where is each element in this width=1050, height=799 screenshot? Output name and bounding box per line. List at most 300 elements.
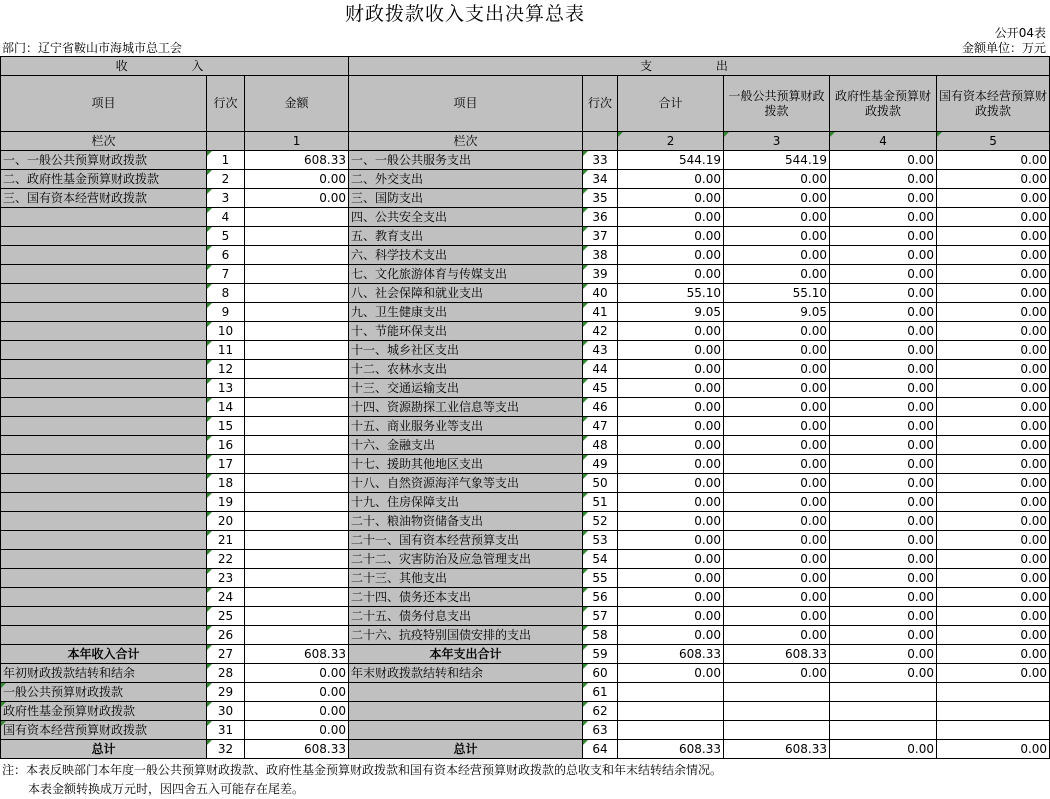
expense-fund: 0.00	[830, 550, 937, 569]
expense-fund: 0.00	[830, 360, 937, 379]
income-amount	[245, 303, 349, 322]
col-header-general-budget: 一般公共预算财政拨款	[724, 76, 830, 132]
expense-total: 0.00	[618, 531, 724, 550]
income-row-no: 12	[207, 360, 245, 379]
carryover-sub-row	[1, 702, 1050, 721]
col-header-expense-item: 项目	[349, 76, 583, 132]
expense-fund: 0.00	[830, 246, 937, 265]
expense-state: 0.00	[937, 189, 1050, 208]
income-row-no: 7	[207, 265, 245, 284]
expense-fund: 0.00	[830, 398, 937, 417]
expense-blank-row-no: 63	[583, 721, 618, 740]
expense-state: 0.00	[937, 436, 1050, 455]
expense-state: 0.00	[937, 341, 1050, 360]
blank-cell	[830, 683, 937, 702]
expense-total: 0.00	[618, 398, 724, 417]
expense-row-no: 52	[583, 512, 618, 531]
grand-total-label: 总计	[1, 740, 207, 759]
expense-fund: 0.00	[830, 493, 937, 512]
expense-fund: 0.00	[830, 208, 937, 227]
lanci-4: 4	[830, 132, 937, 151]
income-row-no: 1	[207, 151, 245, 170]
expense-row-no: 55	[583, 569, 618, 588]
income-amount	[245, 436, 349, 455]
expense-blank-item	[349, 702, 583, 721]
col-header-state-capital-budget: 国有资本经营预算财政拨款	[937, 76, 1050, 132]
expense-general: 0.00	[724, 569, 830, 588]
expense-general: 0.00	[724, 550, 830, 569]
income-total-row-no: 27	[207, 645, 245, 664]
blank-cell	[724, 683, 830, 702]
lanci-label-expense: 栏次	[349, 132, 583, 151]
income-section-header: 收 入	[1, 57, 349, 76]
expense-fund: 0.00	[830, 417, 937, 436]
expense-item: 十九、住房保障支出	[349, 493, 583, 512]
grand-total-amount: 608.33	[245, 740, 349, 759]
end-carryover-general: 0.00	[724, 664, 830, 683]
expense-item: 二十一、国有资本经营预算支出	[349, 531, 583, 550]
income-amount	[245, 246, 349, 265]
table-row	[1, 531, 1050, 550]
expense-fund: 0.00	[830, 151, 937, 170]
income-row-no: 16	[207, 436, 245, 455]
table-row	[1, 512, 1050, 531]
lanci-1: 1	[245, 132, 349, 151]
income-item	[1, 455, 207, 474]
expense-fund: 0.00	[830, 189, 937, 208]
expense-state: 0.00	[937, 512, 1050, 531]
expense-row-no: 53	[583, 531, 618, 550]
expense-grand-total-row-no: 64	[583, 740, 618, 759]
expense-item: 十六、金融支出	[349, 436, 583, 455]
expense-state: 0.00	[937, 588, 1050, 607]
carryover-sub-amount: 0.00	[245, 702, 349, 721]
income-item: 一、一般公共预算财政拨款	[1, 151, 207, 170]
expense-general: 9.05	[724, 303, 830, 322]
expense-state: 0.00	[937, 417, 1050, 436]
income-amount	[245, 512, 349, 531]
expense-general: 0.00	[724, 322, 830, 341]
income-row-no: 11	[207, 341, 245, 360]
expense-total: 0.00	[618, 436, 724, 455]
expense-total: 0.00	[618, 569, 724, 588]
expense-total: 0.00	[618, 588, 724, 607]
expense-general: 0.00	[724, 607, 830, 626]
expense-fund: 0.00	[830, 436, 937, 455]
income-item	[1, 379, 207, 398]
expense-item: 十五、商业服务业等支出	[349, 417, 583, 436]
income-row-no: 8	[207, 284, 245, 303]
income-amount	[245, 265, 349, 284]
expense-total: 0.00	[618, 550, 724, 569]
income-amount	[245, 588, 349, 607]
expense-total: 0.00	[618, 227, 724, 246]
carryover-sub-row-no: 29	[207, 683, 245, 702]
end-carryover-state: 0.00	[937, 664, 1050, 683]
expense-state: 0.00	[937, 227, 1050, 246]
expense-item: 十八、自然资源海洋气象等支出	[349, 474, 583, 493]
expense-state: 0.00	[937, 360, 1050, 379]
expense-blank-item	[349, 721, 583, 740]
lanci-5: 5	[937, 132, 1050, 151]
carryover-sub-amount: 0.00	[245, 721, 349, 740]
expense-fund: 0.00	[830, 588, 937, 607]
income-row-no: 21	[207, 531, 245, 550]
expense-grand-total-sum: 608.33	[618, 740, 724, 759]
table-row	[1, 455, 1050, 474]
expense-row-no: 33	[583, 151, 618, 170]
expense-row-no: 46	[583, 398, 618, 417]
income-row-no: 3	[207, 189, 245, 208]
income-item	[1, 284, 207, 303]
expense-item: 八、社会保障和就业支出	[349, 284, 583, 303]
expense-item: 四、公共安全支出	[349, 208, 583, 227]
begin-carryover-label: 年初财政拨款结转和结余	[1, 664, 207, 683]
income-amount	[245, 455, 349, 474]
expense-row-no: 42	[583, 322, 618, 341]
expense-state: 0.00	[937, 379, 1050, 398]
table-row	[1, 417, 1050, 436]
table-row	[1, 322, 1050, 341]
expense-row-no: 58	[583, 626, 618, 645]
table-row	[1, 246, 1050, 265]
expense-total: 0.00	[618, 189, 724, 208]
expense-general: 0.00	[724, 170, 830, 189]
expense-fund: 0.00	[830, 322, 937, 341]
carryover-sub-row-no: 30	[207, 702, 245, 721]
expense-general: 0.00	[724, 265, 830, 284]
expense-row-no: 39	[583, 265, 618, 284]
table-row	[1, 379, 1050, 398]
footnotes	[2, 761, 722, 799]
expense-general: 0.00	[724, 227, 830, 246]
col-header-income-amount: 金额	[245, 76, 349, 132]
table-row	[1, 303, 1050, 322]
expense-total-row-no: 59	[583, 645, 618, 664]
expense-general: 0.00	[724, 341, 830, 360]
expense-fund: 0.00	[830, 303, 937, 322]
expense-state: 0.00	[937, 208, 1050, 227]
expense-general: 0.00	[724, 417, 830, 436]
income-amount	[245, 417, 349, 436]
expense-total: 0.00	[618, 455, 724, 474]
expense-item: 十、节能环保支出	[349, 322, 583, 341]
expense-state: 0.00	[937, 531, 1050, 550]
expense-total: 0.00	[618, 322, 724, 341]
footnote-2: 本表金额转换成万元时，因四舍五入可能存在尾差。	[28, 782, 305, 796]
income-row-no: 14	[207, 398, 245, 417]
expense-general: 0.00	[724, 512, 830, 531]
blank-cell	[937, 721, 1050, 740]
expense-total: 0.00	[618, 474, 724, 493]
blank-cell	[724, 721, 830, 740]
expense-fund: 0.00	[830, 569, 937, 588]
income-amount	[245, 550, 349, 569]
amount-unit: 金额单位：万元	[961, 41, 1046, 55]
budget-table	[0, 56, 1050, 759]
income-item	[1, 227, 207, 246]
expense-row-no: 50	[583, 474, 618, 493]
expense-total: 0.00	[618, 626, 724, 645]
expense-total: 0.00	[618, 360, 724, 379]
carryover-sub-row	[1, 683, 1050, 702]
expense-blank-item	[349, 683, 583, 702]
expense-item: 二十、粮油物资储备支出	[349, 512, 583, 531]
expense-fund: 0.00	[830, 265, 937, 284]
expense-row-no: 57	[583, 607, 618, 626]
income-row-no: 22	[207, 550, 245, 569]
income-item	[1, 550, 207, 569]
income-item	[1, 531, 207, 550]
table-row	[1, 170, 1050, 189]
lanci-2: 2	[618, 132, 724, 151]
expense-state: 0.00	[937, 151, 1050, 170]
income-item: 三、国有资本经营财政拨款	[1, 189, 207, 208]
income-expense-total-row	[1, 645, 1050, 664]
income-row-no: 6	[207, 246, 245, 265]
income-item	[1, 569, 207, 588]
expense-general: 0.00	[724, 379, 830, 398]
income-amount	[245, 284, 349, 303]
expense-item: 十三、交通运输支出	[349, 379, 583, 398]
expense-fund: 0.00	[830, 379, 937, 398]
expense-row-no: 48	[583, 436, 618, 455]
expense-row-no: 51	[583, 493, 618, 512]
income-item	[1, 626, 207, 645]
expense-fund: 0.00	[830, 170, 937, 189]
income-amount	[245, 569, 349, 588]
expense-item: 一、一般公共服务支出	[349, 151, 583, 170]
lanci-label: 栏次	[1, 132, 207, 151]
expense-row-no: 35	[583, 189, 618, 208]
income-row-no: 9	[207, 303, 245, 322]
income-amount	[245, 227, 349, 246]
lanci-blank	[583, 132, 618, 151]
income-item	[1, 588, 207, 607]
expense-state: 0.00	[937, 493, 1050, 512]
expense-fund: 0.00	[830, 607, 937, 626]
expense-item: 十二、农林水支出	[349, 360, 583, 379]
income-row-no: 10	[207, 322, 245, 341]
expense-item: 二、外交支出	[349, 170, 583, 189]
expense-total-general: 608.33	[724, 645, 830, 664]
table-row	[1, 398, 1050, 417]
table-row	[1, 493, 1050, 512]
expense-row-no: 45	[583, 379, 618, 398]
blank-cell	[830, 721, 937, 740]
table-row	[1, 341, 1050, 360]
income-amount	[245, 531, 349, 550]
carryover-sub-label: 一般公共预算财政拨款	[1, 683, 207, 702]
col-header-income-row-no: 行次	[207, 76, 245, 132]
expense-total: 0.00	[618, 170, 724, 189]
expense-item: 七、文化旅游体育与传媒支出	[349, 265, 583, 284]
table-row	[1, 189, 1050, 208]
income-row-no: 2	[207, 170, 245, 189]
expense-general: 0.00	[724, 531, 830, 550]
end-carryover-row-no: 60	[583, 664, 618, 683]
expense-total: 55.10	[618, 284, 724, 303]
expense-item: 十四、资源勘探工业信息等支出	[349, 398, 583, 417]
lanci-blank	[207, 132, 245, 151]
expense-row-no: 36	[583, 208, 618, 227]
form-code: 公开04表	[994, 26, 1046, 40]
col-header-expense-row-no: 行次	[583, 76, 618, 132]
income-item	[1, 322, 207, 341]
income-row-no: 26	[207, 626, 245, 645]
expense-general: 0.00	[724, 493, 830, 512]
expense-grand-total-fund: 0.00	[830, 740, 937, 759]
expense-fund: 0.00	[830, 227, 937, 246]
expense-fund: 0.00	[830, 474, 937, 493]
page-title: 财政拨款收入支出决算总表	[344, 3, 585, 25]
expense-total: 9.05	[618, 303, 724, 322]
expense-fund: 0.00	[830, 455, 937, 474]
expense-state: 0.00	[937, 265, 1050, 284]
expense-state: 0.00	[937, 626, 1050, 645]
expense-general: 0.00	[724, 360, 830, 379]
table-row	[1, 569, 1050, 588]
income-amount	[245, 398, 349, 417]
table-row	[1, 436, 1050, 455]
expense-general: 0.00	[724, 208, 830, 227]
table-row	[1, 588, 1050, 607]
income-row-no: 18	[207, 474, 245, 493]
expense-state: 0.00	[937, 607, 1050, 626]
table-row	[1, 607, 1050, 626]
footnote-1: 注：本表反映部门本年度一般公共预算财政拨款、政府性基金预算财政拨款和国有资本经营预算财政拨款的总收支和年末结转结余情况。	[2, 763, 723, 777]
expense-total: 0.00	[618, 246, 724, 265]
expense-total: 0.00	[618, 512, 724, 531]
expense-total: 0.00	[618, 417, 724, 436]
expense-state: 0.00	[937, 569, 1050, 588]
expense-row-no: 34	[583, 170, 618, 189]
expense-fund: 0.00	[830, 626, 937, 645]
carryover-row	[1, 664, 1050, 683]
expense-total-label: 本年支出合计	[349, 645, 583, 664]
income-amount	[245, 322, 349, 341]
expense-total-sum: 608.33	[618, 645, 724, 664]
income-amount	[245, 360, 349, 379]
expense-row-no: 49	[583, 455, 618, 474]
income-amount: 0.00	[245, 170, 349, 189]
income-amount	[245, 341, 349, 360]
expense-grand-total-general: 608.33	[724, 740, 830, 759]
expense-state: 0.00	[937, 322, 1050, 341]
blank-cell	[618, 683, 724, 702]
expense-item: 九、卫生健康支出	[349, 303, 583, 322]
carryover-sub-amount: 0.00	[245, 683, 349, 702]
expense-blank-row-no: 61	[583, 683, 618, 702]
expense-row-no: 44	[583, 360, 618, 379]
income-amount	[245, 379, 349, 398]
expense-row-no: 40	[583, 284, 618, 303]
expense-item: 二十五、债务付息支出	[349, 607, 583, 626]
expense-general: 0.00	[724, 436, 830, 455]
blank-cell	[937, 683, 1050, 702]
income-amount	[245, 493, 349, 512]
expense-row-no: 56	[583, 588, 618, 607]
expense-total: 0.00	[618, 208, 724, 227]
col-header-fund-budget: 政府性基金预算财政拨款	[830, 76, 937, 132]
expense-item: 五、教育支出	[349, 227, 583, 246]
expense-total-fund: 0.00	[830, 645, 937, 664]
income-row-no: 25	[207, 607, 245, 626]
income-amount	[245, 208, 349, 227]
income-item	[1, 436, 207, 455]
expense-row-no: 41	[583, 303, 618, 322]
expense-row-no: 37	[583, 227, 618, 246]
income-row-no: 4	[207, 208, 245, 227]
expense-state: 0.00	[937, 303, 1050, 322]
expense-fund: 0.00	[830, 341, 937, 360]
expense-row-no: 38	[583, 246, 618, 265]
income-amount	[245, 474, 349, 493]
income-item	[1, 398, 207, 417]
income-row-no: 24	[207, 588, 245, 607]
expense-total: 544.19	[618, 151, 724, 170]
expense-state: 0.00	[937, 246, 1050, 265]
blank-cell	[937, 702, 1050, 721]
income-item	[1, 607, 207, 626]
blank-cell	[724, 702, 830, 721]
blank-cell	[618, 721, 724, 740]
expense-item: 十一、城乡社区支出	[349, 341, 583, 360]
expense-item: 二十六、抗疫特别国债安排的支出	[349, 626, 583, 645]
expense-row-no: 47	[583, 417, 618, 436]
expense-state: 0.00	[937, 398, 1050, 417]
income-row-no: 15	[207, 417, 245, 436]
expense-general: 0.00	[724, 189, 830, 208]
expense-general: 0.00	[724, 455, 830, 474]
income-amount	[245, 626, 349, 645]
income-row-no: 17	[207, 455, 245, 474]
expense-item: 十七、援助其他地区支出	[349, 455, 583, 474]
expense-fund: 0.00	[830, 531, 937, 550]
expense-item: 二十三、其他支出	[349, 569, 583, 588]
expense-fund: 0.00	[830, 284, 937, 303]
blank-cell	[830, 702, 937, 721]
income-total-label: 本年收入合计	[1, 645, 207, 664]
expense-state: 0.00	[937, 474, 1050, 493]
expense-fund: 0.00	[830, 512, 937, 531]
income-row-no: 13	[207, 379, 245, 398]
table-row	[1, 360, 1050, 379]
expense-blank-row-no: 62	[583, 702, 618, 721]
income-total-amount: 608.33	[245, 645, 349, 664]
income-item	[1, 512, 207, 531]
expense-general: 0.00	[724, 588, 830, 607]
expense-item: 六、科学技术支出	[349, 246, 583, 265]
table-row	[1, 265, 1050, 284]
grand-total-row	[1, 740, 1050, 759]
expense-general: 55.10	[724, 284, 830, 303]
end-carryover-total: 0.00	[618, 664, 724, 683]
table-row	[1, 208, 1050, 227]
expense-state: 0.00	[937, 284, 1050, 303]
table-row	[1, 227, 1050, 246]
income-item	[1, 417, 207, 436]
col-header-income-item: 项目	[1, 76, 207, 132]
income-amount: 0.00	[245, 189, 349, 208]
income-row-no: 19	[207, 493, 245, 512]
income-amount: 608.33	[245, 151, 349, 170]
expense-total: 0.00	[618, 607, 724, 626]
income-row-no: 23	[207, 569, 245, 588]
carryover-sub-row-no: 31	[207, 721, 245, 740]
expense-section-header: 支 出	[349, 57, 1050, 76]
col-header-total: 合计	[618, 76, 724, 132]
